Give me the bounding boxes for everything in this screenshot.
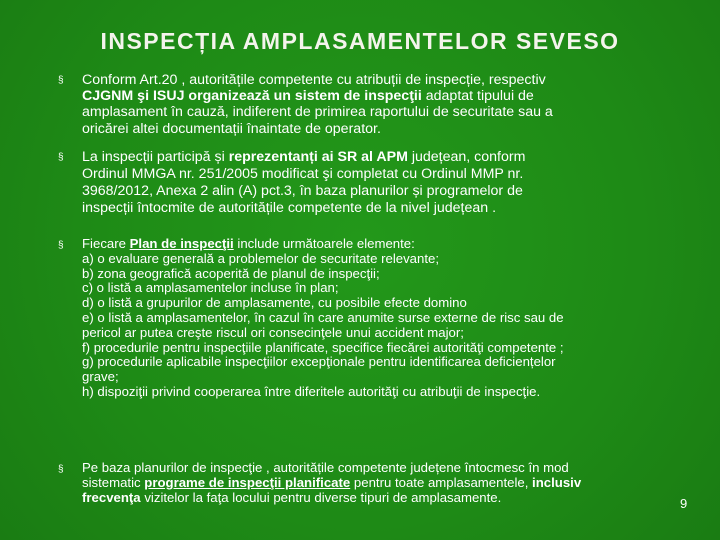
bullet-1-text (82, 72, 692, 137)
bullet-1-line-2 (82, 88, 692, 104)
plan-item: c) o listă a amplasamentelor incluse în plan; (82, 280, 339, 296)
bullet-1-bold-phrase: CJGNM şi ISUJ organizează un sistem de inspecţii (82, 88, 422, 105)
bullet-1-line-2-rest: adaptat tipului de (421, 88, 534, 105)
bullet-4-line-2-start: sistematic (82, 474, 145, 490)
frecventa-word: frecvenţa (82, 489, 141, 505)
bullet-4-line-1: Pe baza planurilor de inspecţie , autoritățile competente județene întocmesc în mod (82, 460, 569, 475)
bullet-marker: § (58, 240, 64, 251)
bullet-3-line-1-end: include următoarele elemente: (233, 236, 415, 251)
plan-item: a) o evaluare generală a problemelor de securitate relevante; (82, 250, 440, 266)
bullet-marker: § (58, 152, 64, 163)
plan-item: pericol ar putea creşte riscul ori consecinţele unui accident major; (82, 324, 464, 340)
slide-title: INSPECȚIA AMPLASAMENTELOR SEVESO (100, 28, 620, 54)
plan-item: d) o listă a grupurilor de amplasamente, cu posibile efecte domino (82, 295, 467, 311)
plan-item: b) zona geografică acoperită de planul de inspecţii; (82, 265, 380, 281)
bullet-4-line-3 (82, 491, 682, 506)
bullet-marker: § (58, 464, 64, 475)
page-number: 9 (680, 496, 688, 511)
bullet-2-text (82, 149, 692, 217)
bullet-1-line-3: amplasament în cauză, indiferent de primirea raportului de securitate sau a (82, 104, 553, 121)
plan-item: f) procedurile pentru inspecţiile planificate, specifice fiecărei autorităţi competente ; (82, 339, 564, 355)
programe-inspectii-phrase: programe de inspecţii planificate (144, 474, 351, 490)
bullet-2-line-2: Ordinul MMGA nr. 251/2005 modificat şi completat cu Ordinul MMP nr. (82, 166, 524, 183)
plan-item: g) procedurile aplicabile inspecţiilor excepţionale pentru identificarea deficiențelor (82, 354, 556, 370)
bullet-4-line-3-end: vizitelor la faţa locului pentru diverse tipuri de amplasamente. (140, 489, 502, 505)
bullet-1-line-4: oricărei altei documentații înaintate de operator. (82, 120, 381, 137)
plan-item: grave; (82, 369, 119, 385)
bullet-4-text (82, 461, 682, 505)
bullet-3-line-1 (82, 237, 682, 252)
inclusiv-word: inclusiv (532, 474, 582, 490)
bullet-marker: § (58, 75, 64, 86)
bullet-3-text (82, 237, 682, 400)
bullet-4-line-2-mid: pentru toate amplasamentele, (350, 474, 533, 490)
bullet-3-line-1-start: Fiecare (82, 236, 130, 251)
plan-item: e) o listă a amplasamentelor, în cazul în care anumite surse externe de risc sau de (82, 309, 564, 325)
bullet-2-line-1 (82, 149, 692, 166)
plan-de-inspectii-link: Plan de inspecţii (129, 236, 234, 251)
bullet-2-bold-phrase: reprezentanți ai SR al APM (228, 149, 408, 165)
bullet-2-line-1-end: județean, conform (407, 149, 526, 165)
bullet-1-line-1: Conform Art.20 , autoritățile competente cu atribuții de inspecție, respectiv (82, 72, 546, 88)
bullet-2-line-3: 3968/2012, Anexa 2 alin (A) pct.3, în baza planurilor și programelor de (82, 183, 523, 200)
bullet-4-line-2 (82, 476, 682, 491)
plan-item: h) dispoziţii privind cooperarea între diferitele autorităţi cu atribuţii de inspecţie. (82, 383, 541, 399)
bullet-2-line-4: inspecții întocmite de autoritățile competente de la nivel județean . (82, 200, 497, 217)
bullet-2-line-1-start: La inspecții participă și (82, 149, 229, 165)
